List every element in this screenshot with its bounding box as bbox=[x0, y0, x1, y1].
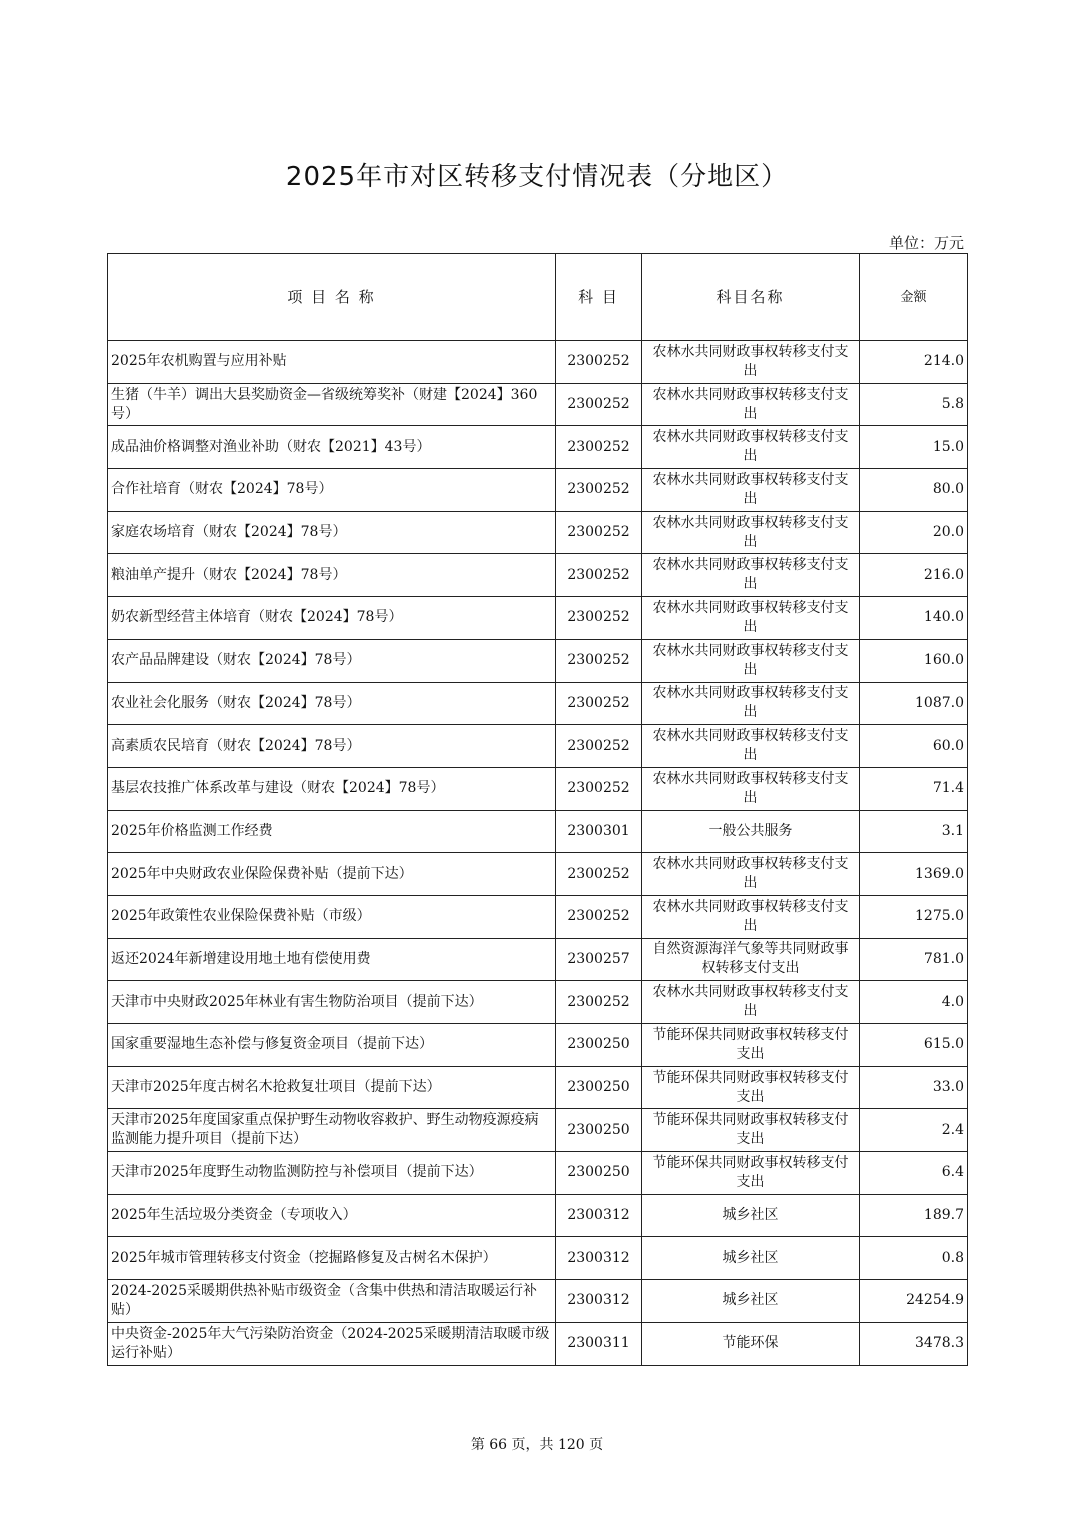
row-amount: 3.1 bbox=[860, 810, 968, 853]
row-category: 农林水共同财政事权转移支付支出 bbox=[642, 383, 860, 426]
row-category: 一般公共服务 bbox=[642, 810, 860, 853]
row-name: 生猪（牛羊）调出大县奖励资金—省级统筹奖补（财建【2024】360号） bbox=[108, 383, 556, 426]
table-row bbox=[108, 725, 968, 768]
table-row bbox=[108, 1024, 968, 1067]
row-amount: 4.0 bbox=[860, 981, 968, 1024]
row-category: 农林水共同财政事权转移支付支出 bbox=[642, 853, 860, 896]
row-category: 节能环保共同财政事权转移支付支出 bbox=[642, 1066, 860, 1109]
row-name: 中央资金-2025年大气污染防治资金（2024-2025采暖期清洁取暖市级运行补贴） bbox=[108, 1322, 556, 1365]
row-category: 农林水共同财政事权转移支付支出 bbox=[642, 341, 860, 384]
row-code: 2300250 bbox=[556, 1066, 642, 1109]
table-row bbox=[108, 511, 968, 554]
row-name: 农业社会化服务（财农【2024】78号） bbox=[108, 682, 556, 725]
row-category: 节能环保共同财政事权转移支付支出 bbox=[642, 1152, 860, 1195]
row-name: 2025年政策性农业保险保费补贴（市级） bbox=[108, 895, 556, 938]
row-code: 2300252 bbox=[556, 725, 642, 768]
row-name: 返还2024年新增建设用地土地有偿使用费 bbox=[108, 938, 556, 981]
row-name: 天津市2025年度古树名木抢救复壮项目（提前下达） bbox=[108, 1066, 556, 1109]
row-code: 2300250 bbox=[556, 1024, 642, 1067]
row-name: 国家重要湿地生态补偿与修复资金项目（提前下达） bbox=[108, 1024, 556, 1067]
table-row bbox=[108, 1152, 968, 1195]
table-row bbox=[108, 554, 968, 597]
row-code: 2300252 bbox=[556, 767, 642, 810]
row-amount: 1275.0 bbox=[860, 895, 968, 938]
row-code: 2300311 bbox=[556, 1322, 642, 1365]
table-row bbox=[108, 682, 968, 725]
row-code: 2300312 bbox=[556, 1237, 642, 1280]
row-code: 2300252 bbox=[556, 469, 642, 512]
row-name: 天津市中央财政2025年林业有害生物防治项目（提前下达） bbox=[108, 981, 556, 1024]
table-row bbox=[108, 1109, 968, 1152]
row-amount: 1369.0 bbox=[860, 853, 968, 896]
header-amount: 金额 bbox=[860, 254, 968, 341]
row-code: 2300250 bbox=[556, 1109, 642, 1152]
row-category: 农林水共同财政事权转移支付支出 bbox=[642, 469, 860, 512]
row-amount: 24254.9 bbox=[860, 1280, 968, 1323]
row-amount: 781.0 bbox=[860, 938, 968, 981]
row-name: 成品油价格调整对渔业补助（财农【2021】43号） bbox=[108, 426, 556, 469]
row-amount: 0.8 bbox=[860, 1237, 968, 1280]
row-name: 2024-2025采暖期供热补贴市级资金（含集中供热和清洁取暖运行补贴） bbox=[108, 1280, 556, 1323]
row-code: 2300252 bbox=[556, 895, 642, 938]
row-amount: 60.0 bbox=[860, 725, 968, 768]
table-row bbox=[108, 1237, 968, 1280]
row-category: 农林水共同财政事权转移支付支出 bbox=[642, 725, 860, 768]
table-row bbox=[108, 895, 968, 938]
unit-label: 单位：万元 bbox=[888, 234, 964, 252]
table-row bbox=[108, 639, 968, 682]
row-category: 农林水共同财政事权转移支付支出 bbox=[642, 597, 860, 640]
row-category: 农林水共同财政事权转移支付支出 bbox=[642, 639, 860, 682]
row-category: 节能环保共同财政事权转移支付支出 bbox=[642, 1109, 860, 1152]
row-amount: 20.0 bbox=[860, 511, 968, 554]
transfer-payment-table bbox=[107, 253, 968, 1366]
header-code: 科 目 bbox=[556, 254, 642, 341]
row-amount: 5.8 bbox=[860, 383, 968, 426]
table-row bbox=[108, 981, 968, 1024]
table-row bbox=[108, 938, 968, 981]
row-category: 农林水共同财政事权转移支付支出 bbox=[642, 511, 860, 554]
page-title: 2025年市对区转移支付情况表（分地区） bbox=[285, 162, 789, 192]
row-code: 2300301 bbox=[556, 810, 642, 853]
row-name: 2025年农机购置与应用补贴 bbox=[108, 341, 556, 384]
row-code: 2300252 bbox=[556, 682, 642, 725]
row-category: 节能环保 bbox=[642, 1322, 860, 1365]
row-category: 农林水共同财政事权转移支付支出 bbox=[642, 981, 860, 1024]
table-row bbox=[108, 1280, 968, 1323]
row-amount: 1087.0 bbox=[860, 682, 968, 725]
row-name: 天津市2025年度国家重点保护野生动物收容救护、野生动物疫源疫病监测能力提升项目（提前下达） bbox=[108, 1109, 556, 1152]
row-name: 天津市2025年度野生动物监测防控与补偿项目（提前下达） bbox=[108, 1152, 556, 1195]
row-amount: 71.4 bbox=[860, 767, 968, 810]
row-code: 2300252 bbox=[556, 383, 642, 426]
row-name: 2025年价格监测工作经费 bbox=[108, 810, 556, 853]
table-row bbox=[108, 1322, 968, 1365]
table-row bbox=[108, 1194, 968, 1237]
row-name: 合作社培育（财农【2024】78号） bbox=[108, 469, 556, 512]
row-name: 高素质农民培育（财农【2024】78号） bbox=[108, 725, 556, 768]
row-code: 2300252 bbox=[556, 341, 642, 384]
table-row bbox=[108, 597, 968, 640]
row-name: 基层农技推广体系改革与建设（财农【2024】78号） bbox=[108, 767, 556, 810]
row-code: 2300252 bbox=[556, 981, 642, 1024]
row-category: 城乡社区 bbox=[642, 1237, 860, 1280]
row-amount: 3478.3 bbox=[860, 1322, 968, 1365]
row-code: 2300252 bbox=[556, 639, 642, 682]
row-amount: 6.4 bbox=[860, 1152, 968, 1195]
row-category: 节能环保共同财政事权转移支付支出 bbox=[642, 1024, 860, 1067]
table-header-row bbox=[108, 254, 968, 341]
row-code: 2300252 bbox=[556, 853, 642, 896]
row-category: 农林水共同财政事权转移支付支出 bbox=[642, 554, 860, 597]
row-amount: 2.4 bbox=[860, 1109, 968, 1152]
table-row bbox=[108, 426, 968, 469]
row-name: 2025年生活垃圾分类资金（专项收入） bbox=[108, 1194, 556, 1237]
table-row bbox=[108, 767, 968, 810]
row-amount: 80.0 bbox=[860, 469, 968, 512]
row-name: 粮油单产提升（财农【2024】78号） bbox=[108, 554, 556, 597]
row-name: 农产品品牌建设（财农【2024】78号） bbox=[108, 639, 556, 682]
row-name: 奶农新型经营主体培育（财农【2024】78号） bbox=[108, 597, 556, 640]
row-category: 农林水共同财政事权转移支付支出 bbox=[642, 426, 860, 469]
row-code: 2300312 bbox=[556, 1280, 642, 1323]
row-amount: 160.0 bbox=[860, 639, 968, 682]
table-row bbox=[108, 469, 968, 512]
row-code: 2300312 bbox=[556, 1194, 642, 1237]
row-category: 城乡社区 bbox=[642, 1280, 860, 1323]
row-code: 2300250 bbox=[556, 1152, 642, 1195]
row-category: 农林水共同财政事权转移支付支出 bbox=[642, 895, 860, 938]
row-code: 2300252 bbox=[556, 426, 642, 469]
row-amount: 216.0 bbox=[860, 554, 968, 597]
table-row bbox=[108, 810, 968, 853]
row-amount: 15.0 bbox=[860, 426, 968, 469]
row-name: 家庭农场培育（财农【2024】78号） bbox=[108, 511, 556, 554]
row-name: 2025年城市管理转移支付资金（挖掘路修复及古树名木保护） bbox=[108, 1237, 556, 1280]
row-amount: 189.7 bbox=[860, 1194, 968, 1237]
row-code: 2300252 bbox=[556, 511, 642, 554]
header-category: 科目名称 bbox=[642, 254, 860, 341]
row-category: 自然资源海洋气象等共同财政事权转移支付支出 bbox=[642, 938, 860, 981]
table-row bbox=[108, 1066, 968, 1109]
row-category: 农林水共同财政事权转移支付支出 bbox=[642, 767, 860, 810]
header-name: 项 目 名 称 bbox=[108, 254, 556, 341]
page-footer: 第 66 页，共 120 页 bbox=[470, 1437, 604, 1453]
table-row bbox=[108, 341, 968, 384]
row-amount: 140.0 bbox=[860, 597, 968, 640]
row-code: 2300252 bbox=[556, 597, 642, 640]
table-row bbox=[108, 853, 968, 896]
row-code: 2300257 bbox=[556, 938, 642, 981]
row-code: 2300252 bbox=[556, 554, 642, 597]
row-category: 城乡社区 bbox=[642, 1194, 860, 1237]
row-amount: 214.0 bbox=[860, 341, 968, 384]
row-amount: 33.0 bbox=[860, 1066, 968, 1109]
table-row bbox=[108, 383, 968, 426]
row-name: 2025年中央财政农业保险保费补贴（提前下达） bbox=[108, 853, 556, 896]
row-amount: 615.0 bbox=[860, 1024, 968, 1067]
row-category: 农林水共同财政事权转移支付支出 bbox=[642, 682, 860, 725]
